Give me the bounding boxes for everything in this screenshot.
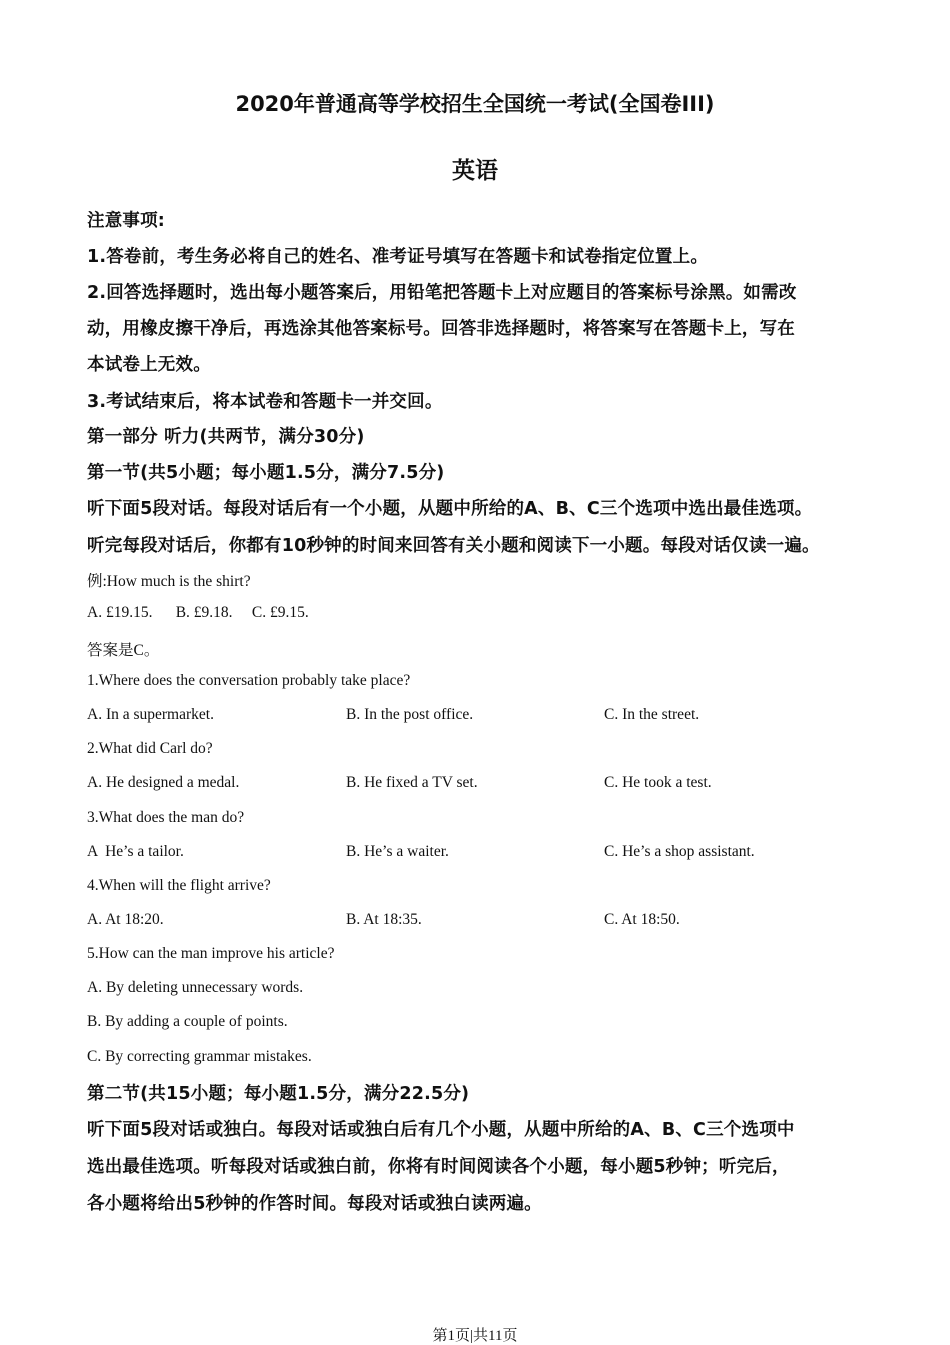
question-5: 5.How can the man improve his article? <box>87 945 335 962</box>
question-2-option-c: C. He took a test. <box>604 774 712 791</box>
question-2-option-a: A. He designed a medal. <box>87 774 240 791</box>
question-2: 2.What did Carl do? <box>87 740 213 757</box>
question-1: 1.Where does the conversation probably take place? <box>87 672 411 689</box>
section1-heading: 第一节(共5小题；每小题1.5分，满分7.5分) <box>87 463 445 483</box>
section2-instruction-line-1: 听下面5段对话或独白。每段对话或独白后有几个小题，从题中所给的A、B、C三个选项中 <box>87 1120 795 1140</box>
notice-item-2-line-3: 本试卷上无效。 <box>87 355 211 375</box>
subject-title: 英语 <box>452 158 498 184</box>
page-number-footer: 第1页|共11页 <box>432 1328 518 1344</box>
part1-heading: 第一部分 听力(共两节，满分30分) <box>87 427 365 447</box>
exam-title: 2020年普通高等学校招生全国统一考试(全国卷III) <box>235 92 715 116</box>
notice-item-3: 3.考试结束后，将本试卷和答题卡一并交回。 <box>87 392 443 412</box>
section2-heading: 第二节(共15小题；每小题1.5分，满分22.5分) <box>87 1084 470 1104</box>
example-options: A. £19.15. B. £9.18. C. £9.15. <box>87 604 309 621</box>
question-5-option-a: A. By deleting unnecessary words. <box>87 979 304 996</box>
question-4-option-c: C. At 18:50. <box>604 911 680 928</box>
example-answer: 答案是C。 <box>87 642 160 659</box>
question-3: 3.What does the man do? <box>87 809 245 826</box>
section2-instruction-line-2: 选出最佳选项。听每段对话或独白前，你将有时间阅读各个小题，每小题5秒钟；听完后， <box>87 1157 790 1177</box>
question-2-option-b: B. He fixed a TV set. <box>346 774 478 791</box>
question-3-option-b: B. He’s a waiter. <box>346 843 449 860</box>
section1-instruction-line-1: 听下面5段对话。每段对话后有一个小题，从题中所给的A、B、C三个选项中选出最佳选项。 <box>87 499 813 519</box>
notice-heading: 注意事项: <box>87 211 165 231</box>
notice-item-1: 1.答卷前，考生务必将自己的姓名、准考证号填写在答题卡和试卷指定位置上。 <box>87 247 709 267</box>
question-4-option-a: A. At 18:20. <box>87 911 164 928</box>
question-1-option-b: B. In the post office. <box>346 706 474 723</box>
question-1-option-c: C. In the street. <box>604 706 700 723</box>
notice-item-2-line-2: 动，用橡皮擦干净后，再选涂其他答案标号。回答非选择题时，将答案写在答题卡上，写在 <box>87 319 795 339</box>
notice-item-2-line-1: 2.回答选择题时，选出每小题答案后，用铅笔把答题卡上对应题目的答案标号涂黑。如需改 <box>87 283 797 303</box>
question-4-option-b: B. At 18:35. <box>346 911 422 928</box>
question-3-option-a: A He’s a tailor. <box>87 843 184 860</box>
question-1-option-a: A. In a supermarket. <box>87 706 214 723</box>
section2-instruction-line-3: 各小题将给出5秒钟的作答时间。每段对话或独白读两遍。 <box>87 1194 542 1214</box>
question-3-option-c: C. He’s a shop assistant. <box>604 843 755 860</box>
question-5-option-c: C. By correcting grammar mistakes. <box>87 1048 312 1065</box>
question-5-option-b: B. By adding a couple of points. <box>87 1013 288 1030</box>
section1-instruction-line-2: 听完每段对话后，你都有10秒钟的时间来回答有关小题和阅读下一小题。每段对话仅读一遍。 <box>87 536 820 556</box>
example-question: 例:How much is the shirt? <box>87 573 251 590</box>
question-4: 4.When will the flight arrive? <box>87 877 271 894</box>
